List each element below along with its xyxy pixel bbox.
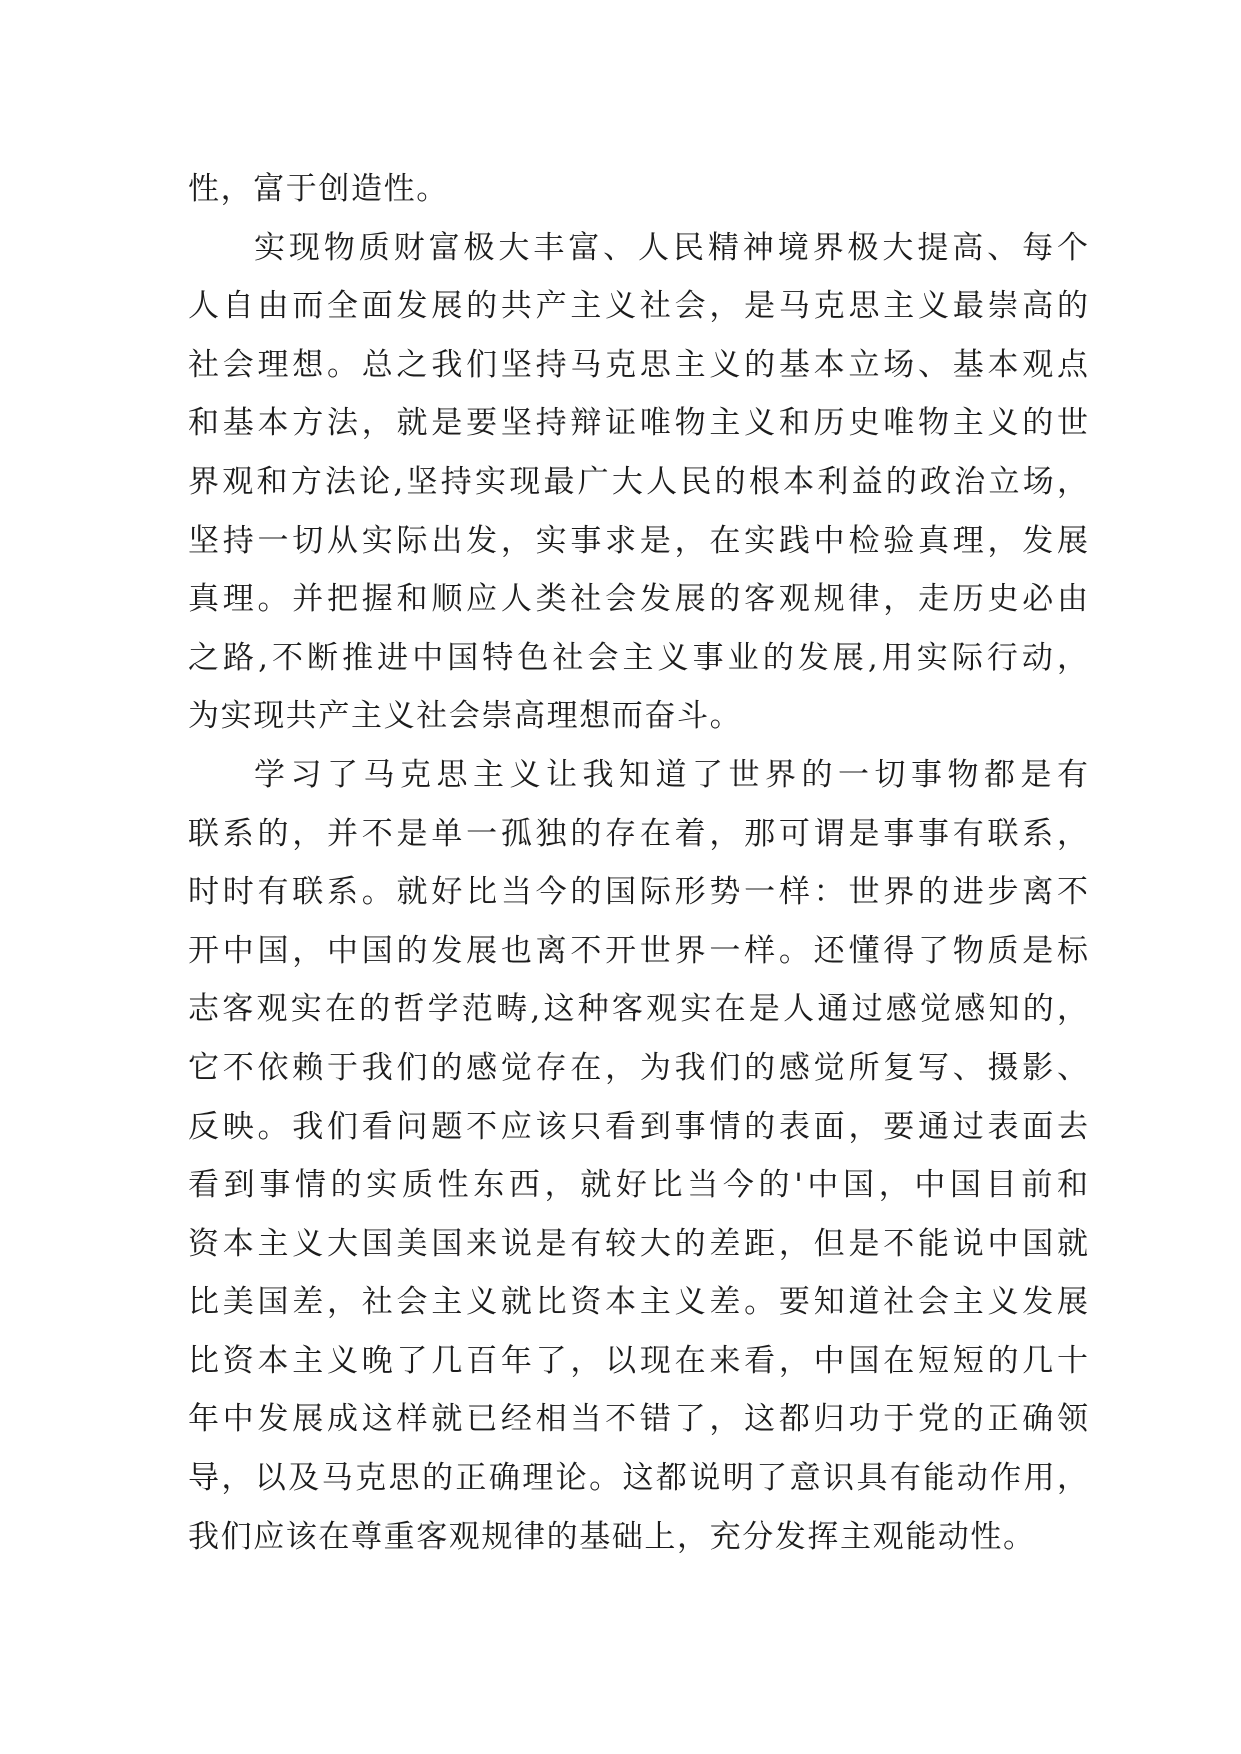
text-line: 坚持一切从实际出发，实事求是，在实践中检验真理，发展: [188, 522, 1088, 559]
text-line: 导，以及马克思的正确理论。这都说明了意识具有能动作用，: [188, 1460, 1088, 1497]
text-line: 社会理想。总之我们坚持马克思主义的基本立场、基本观点: [188, 346, 1088, 383]
text-line: 我们应该在尊重客观规律的基础上，充分发挥主观能动性。: [188, 1518, 1036, 1555]
document-body: [188, 160, 1088, 1566]
text-line: 学习了马克思主义让我知道了世界的一切事物都是有: [254, 756, 1088, 793]
text-line: 比美国差，社会主义就比资本主义差。要知道社会主义发展: [188, 1284, 1088, 1321]
text-line: 之路,不断推进中国特色社会主义事业的发展,用实际行动，: [188, 639, 1088, 676]
text-line: 为实现共产主义社会崇高理想而奋斗。: [188, 698, 743, 735]
text-line: 实现物质财富极大丰富、人民精神境界极大提高、每个: [254, 229, 1088, 266]
text-line: 资本主义大国美国来说是有较大的差距，但是不能说中国就: [188, 1225, 1088, 1262]
text-line: 比资本主义晚了几百年了，以现在来看，中国在短短的几十: [188, 1342, 1088, 1379]
text-line: 它不依赖于我们的感觉存在，为我们的感觉所复写、摄影、: [188, 1049, 1088, 1086]
text-line: 界观和方法论,坚持实现最广大人民的根本利益的政治立场，: [188, 463, 1088, 500]
text-line: 时时有联系。就好比当今的国际形势一样：世界的进步离不: [188, 874, 1088, 911]
text-line: 和基本方法，就是要坚持辩证唯物主义和历史唯物主义的世: [188, 405, 1088, 442]
text-line: 看到事情的实质性东西，就好比当今的'中国，中国目前和: [188, 1167, 1088, 1204]
text-line: 志客观实在的哲学范畴,这种客观实在是人通过感觉感知的，: [188, 991, 1088, 1028]
text-line: 开中国，中国的发展也离不开世界一样。还懂得了物质是标: [188, 932, 1088, 969]
text-line: 真理。并把握和顺应人类社会发展的客观规律，走历史必由: [188, 581, 1088, 618]
text-line: 性，富于创造性。: [188, 171, 449, 207]
text-line: 人自由而全面发展的共产主义社会，是马克思主义最崇高的: [188, 288, 1088, 325]
text-line: 反映。我们看问题不应该只看到事情的表面，要通过表面去: [188, 1108, 1088, 1145]
text-line: 年中发展成这样就已经相当不错了，这都归功于党的正确领: [188, 1401, 1088, 1438]
text-line: 联系的，并不是单一孤独的存在着，那可谓是事事有联系，: [188, 815, 1088, 852]
